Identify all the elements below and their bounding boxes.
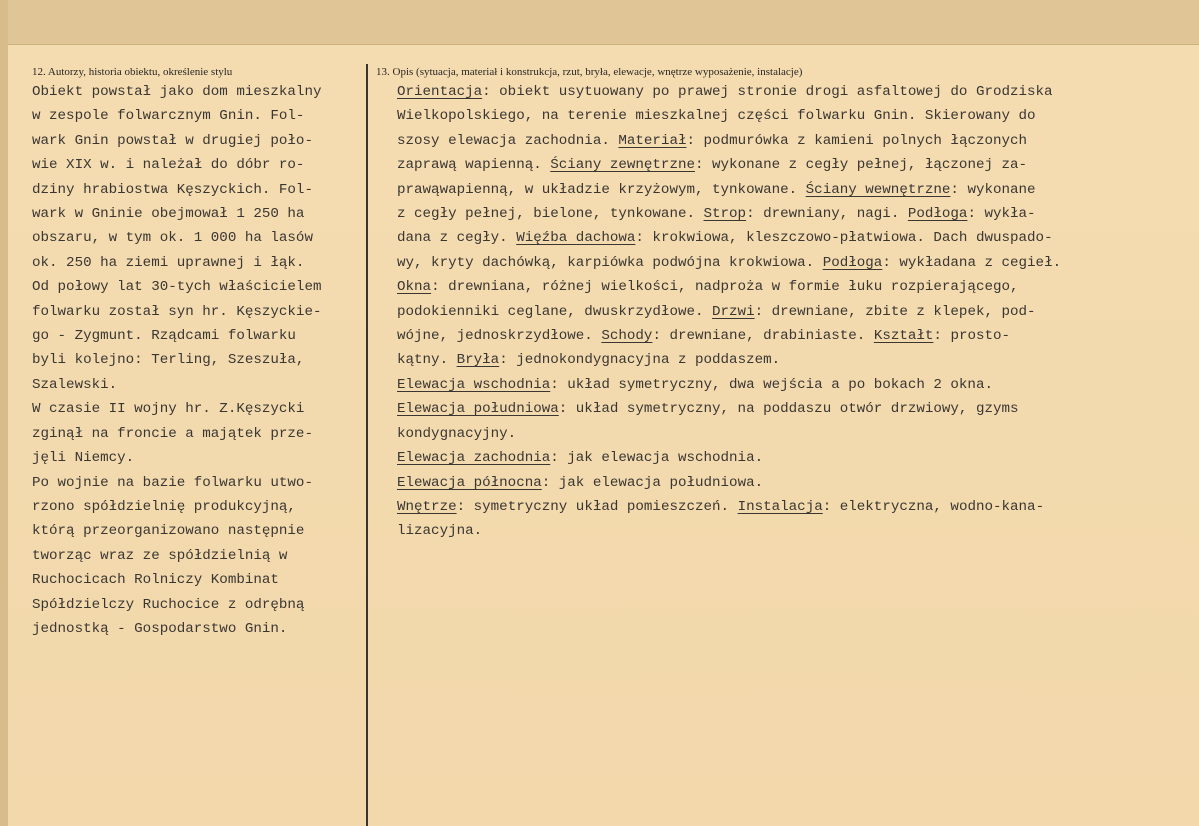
section-13-heading: Elewacja północna	[397, 474, 542, 491]
section-13-line	[397, 300, 1187, 324]
section-13-line	[397, 275, 1187, 299]
section-13-line	[397, 519, 1187, 543]
section-13-segment: : krokwiowa, kleszczowo-płatwiowa. Dach dwuspado-	[635, 230, 1053, 247]
section-12-line: tworząc wraz ze spółdzielnią w	[32, 547, 288, 564]
section-13-line	[397, 251, 1187, 275]
section-13-line	[397, 446, 1187, 470]
section-13-line	[397, 104, 1187, 128]
card-left-edge	[0, 0, 8, 826]
section-12-line: wie XIX w. i należał do dóbr ro-	[32, 157, 305, 174]
section-13-segment: : obiekt usytuowany po prawej stronie drogi asfaltowej do Grodziska	[482, 84, 1053, 100]
section-12-line: wark Gnin powstał w drugiej poło-	[32, 132, 313, 149]
section-12-text	[32, 80, 360, 641]
section-12-line: którą przeorganizowano następnie	[32, 523, 305, 540]
section-13-heading: Drzwi	[712, 303, 755, 320]
section-13-segment: z cegły pełnej, bielone, tynkowane.	[397, 206, 704, 223]
section-13-segment: : drewniany, nagi.	[746, 206, 908, 223]
section-12-line: w zespole folwarcznym Gnin. Fol-	[32, 108, 305, 125]
section-13-heading: Elewacja wschodnia	[397, 376, 551, 393]
section-13-segment: lizacyjna.	[397, 523, 483, 540]
section-13-segment: : elektryczna, wodno-kana-	[822, 498, 1045, 515]
section-13-text	[397, 80, 1187, 544]
section-13-segment: : wykła-	[967, 206, 1036, 223]
section-13-heading: Instalacja	[737, 498, 823, 515]
section-13-line	[397, 324, 1187, 348]
section-12-line: ok. 250 ha ziemi uprawnej i łąk.	[32, 254, 305, 271]
section-13-segment: : drewniane, zbite z klepek, pod-	[754, 303, 1036, 320]
section-13-heading: Ściany zewnętrzne	[550, 157, 695, 174]
section-13-segment: wójne, jednoskrzydłowe.	[397, 328, 602, 345]
section-13-segment: Wielkopolskiego, na terenie mieszkalnej części folwarku Gnin. Skierowany do	[397, 108, 1036, 125]
section-13-line	[397, 129, 1187, 153]
section-13-line	[397, 202, 1187, 226]
section-12-caption: 12. Autorzy, historia obiektu, określenie stylu	[32, 66, 233, 78]
section-12-line: jednostką - Gospodarstwo Gnin.	[32, 620, 288, 637]
section-12-line: Obiekt powstał jako dom mieszkalny	[32, 84, 322, 100]
section-12-line: rzono spółdzielnię produkcyjną,	[32, 498, 296, 515]
section-12-line: obszaru, w tym ok. 1 000 ha lasów	[32, 230, 313, 247]
section-13-segment: : układ symetryczny, dwa wejścia a po bokach 2 okna.	[550, 376, 993, 393]
section-13-segment: : układ symetryczny, na poddaszu otwór drzwiowy, gzyms	[558, 401, 1019, 418]
card-top-edge	[8, 0, 1199, 45]
section-13-segment: dana z cegły.	[397, 230, 517, 247]
section-12-line: byli kolejno: Terling, Szeszuła,	[32, 352, 305, 369]
section-12-line: wark w Gninie obejmował 1 250 ha	[32, 206, 305, 223]
section-12-line: zginął na froncie a majątek prze-	[32, 425, 313, 442]
section-13-segment: podokienniki ceglane, dwuskrzydłowe.	[397, 303, 713, 320]
section-12-line: dziny hrabiostwa Kęszyckich. Fol-	[32, 181, 313, 198]
section-13-heading: Materiał	[618, 132, 687, 149]
section-12-line: W czasie II wojny hr. Z.Kęszycki	[32, 401, 305, 418]
section-13-heading: Ściany wewnętrzne	[805, 181, 951, 198]
section-13-segment: : jednokondygnacyjna z poddaszem.	[499, 352, 781, 369]
section-13-segment: : drewniane, drabiniaste.	[652, 328, 874, 345]
section-13-segment: wy, kryty dachówką, karpiówka podwójna krokwiowa.	[397, 254, 823, 271]
section-13-heading: Bryła	[456, 352, 500, 369]
section-13-segment: kątny.	[397, 352, 457, 369]
section-13-segment: : prosto-	[933, 328, 1011, 345]
section-13-segment: szosy elewacja zachodnia.	[397, 132, 619, 149]
section-13-segment: : symetryczny układ pomieszczeń.	[456, 498, 738, 515]
section-13-line	[397, 422, 1187, 446]
section-13-line	[397, 471, 1187, 495]
section-13-heading: Okna	[397, 279, 432, 296]
section-12-line: jęli Niemcy.	[32, 450, 135, 467]
section-13-heading: Strop	[703, 206, 747, 223]
section-13-segment: : jak elewacja południowa.	[541, 474, 764, 491]
section-12-line: go - Zygmunt. Rządcami folwarku	[32, 328, 296, 345]
section-13-segment: kondygnacyjny.	[397, 425, 517, 442]
section-13-line	[397, 495, 1187, 519]
section-12-line: Po wojnie na bazie folwarku utwo-	[32, 474, 313, 491]
section-13-segment: prawąwapienną, w układzie krzyżowym, tynkowane.	[397, 181, 806, 198]
column-divider	[366, 64, 368, 826]
section-13-heading: Elewacja zachodnia	[397, 450, 551, 467]
section-13-segment: zaprawą wapienną.	[397, 157, 551, 174]
section-13-line	[397, 178, 1187, 202]
section-12-line: Spółdzielczy Ruchocice z odrębną	[32, 596, 305, 613]
section-13-heading: Wnętrze	[397, 498, 457, 515]
section-13-heading: Kształt	[873, 328, 934, 345]
section-13-heading: Orientacja	[397, 84, 483, 100]
section-13-segment: : wykładana z cegieł.	[882, 254, 1062, 271]
section-12-line: Ruchocicach Rolniczy Kombinat	[32, 572, 279, 589]
section-13-line	[397, 80, 1187, 104]
section-13-segment: : jak elewacja wschodnia.	[550, 450, 764, 467]
section-12-line: folwarku został syn hr. Kęszyckie-	[32, 303, 322, 320]
section-13-caption: 13. Opis (sytuacja, materiał i konstrukcja, rzut, bryła, elewacje, wnętrze wyposażenie, instalacje)	[376, 66, 803, 78]
section-13-segment: : wykonane z cegły pełnej, łączonej za-	[695, 157, 1028, 174]
section-13-segment: : drewniana, różnej wielkości, nadproża w formie łuku rozpierającego,	[431, 279, 1019, 296]
section-13-heading: Elewacja południowa	[397, 401, 559, 418]
section-13-line	[397, 373, 1187, 397]
section-13-heading: Więźba dachowa	[516, 230, 636, 247]
section-13-line	[397, 348, 1187, 372]
section-12-line: Od połowy lat 30-tych właścicielem	[32, 279, 322, 296]
section-13-heading: Podłoga	[907, 206, 968, 223]
section-13-line	[397, 397, 1187, 421]
section-13-heading: Podłoga	[822, 254, 883, 271]
section-13-segment: : wykonane	[950, 181, 1036, 198]
section-13-segment: : podmurówka z kamieni polnych łączonych	[686, 132, 1028, 149]
section-13-line	[397, 226, 1187, 250]
section-12-line: Szalewski.	[32, 376, 118, 393]
section-13-heading: Schody	[601, 328, 653, 345]
section-13-line	[397, 153, 1187, 177]
